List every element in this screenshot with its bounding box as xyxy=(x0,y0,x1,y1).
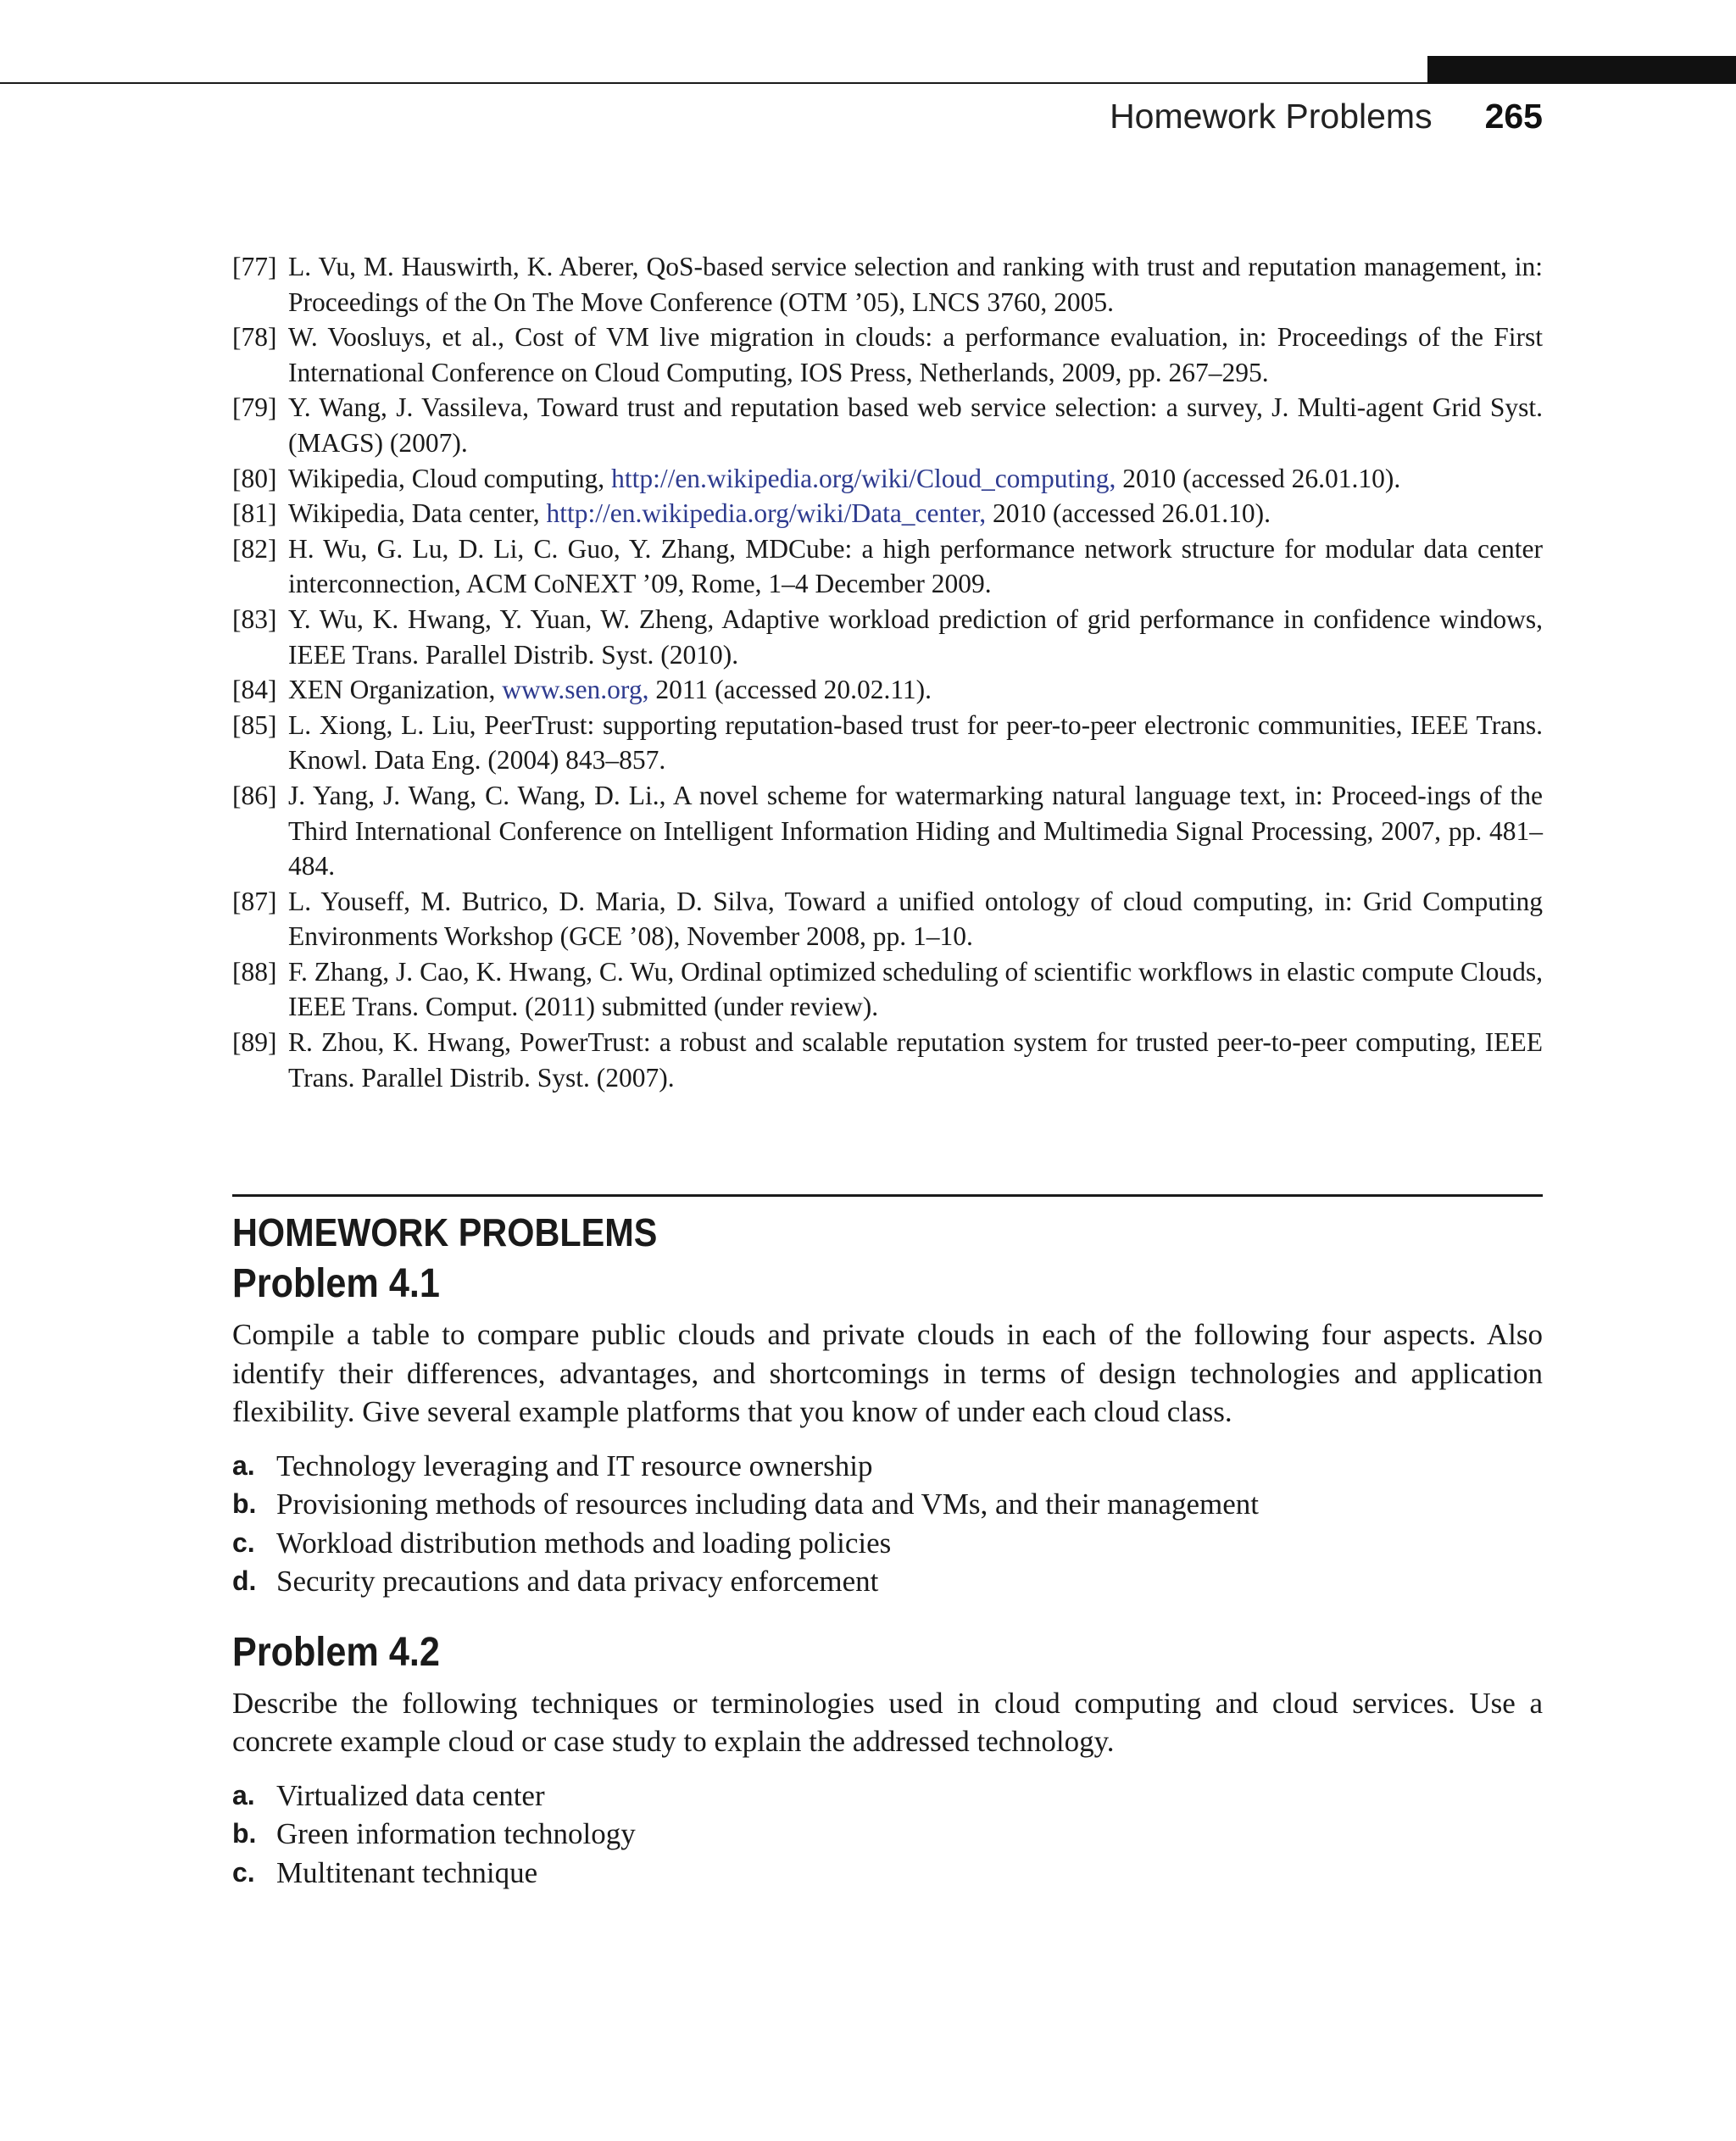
list-item xyxy=(232,1777,1543,1816)
reference-number: [85] xyxy=(232,709,277,740)
reference-item xyxy=(232,708,1543,778)
homework-section xyxy=(232,1202,1543,1892)
reference-text: Y. Wu, K. Hwang, Y. Yuan, W. Zheng, Adaptive workload prediction of grid performance in confidence windows, IEEE Trans. Parallel Distrib. Syst. (2010). xyxy=(288,603,1543,670)
problem-item-list xyxy=(232,1447,1543,1601)
reference-item xyxy=(232,496,1543,531)
reference-item xyxy=(232,461,1543,497)
section-title: HOMEWORK PROBLEMS xyxy=(232,1210,658,1254)
reference-link[interactable]: http://en.wikipedia.org/wiki/Cloud_computing, xyxy=(611,463,1116,493)
reference-text: L. Vu, M. Hauswirth, K. Aberer, QoS-based service selection and ranking with trust and reputation management, in: Proceedings of the On The Move Conference (OTM ’05), LNCS 3760, 2005. xyxy=(288,252,1543,317)
reference-item xyxy=(232,1025,1543,1095)
reference-number: [88] xyxy=(232,956,277,987)
item-letter: b. xyxy=(232,1488,257,1519)
reference-number: [79] xyxy=(232,392,277,423)
item-letter: a. xyxy=(232,1449,255,1481)
running-title: Homework Problems xyxy=(1110,96,1433,136)
reference-text: Wikipedia, Cloud computing, xyxy=(288,463,612,493)
reference-item xyxy=(232,602,1543,672)
reference-text: R. Zhou, K. Hwang, PowerTrust: a robust and scalable reputation system for trusted peer-to-peer computing, IEEE Trans. Parallel Distrib. Syst. (2007). xyxy=(288,1027,1543,1093)
problem-text: Describe the following techniques or terminologies used in cloud computing and cloud services. Use a concrete example cloud or case study to explain the addressed technology. xyxy=(232,1686,1543,1758)
reference-item xyxy=(232,778,1543,884)
reference-item xyxy=(232,390,1543,460)
problem-item-list xyxy=(232,1777,1543,1893)
item-text: Technology leveraging and IT resource ownership xyxy=(276,1449,873,1482)
section-rule xyxy=(232,1194,1543,1197)
list-item xyxy=(232,1815,1543,1854)
running-head xyxy=(1110,95,1543,137)
reference-item xyxy=(232,320,1543,390)
reference-text: H. Wu, G. Lu, D. Li, C. Guo, Y. Zhang, MDCube: a high performance network structure for modular data center interconnection, ACM CoNEXT ’09, Rome, 1–4 December 2009. xyxy=(288,533,1543,599)
item-text: Multitenant technique xyxy=(276,1855,538,1889)
reference-item xyxy=(232,884,1543,954)
reference-item xyxy=(232,672,1543,708)
reference-text: L. Youseff, M. Butrico, D. Maria, D. Silva, Toward a unified ontology of cloud computing, in: Grid Computing Environments Workshop (GCE ’08), November 2008, pp. 1–10. xyxy=(288,886,1543,952)
problem-title: Problem 4.2 xyxy=(232,1629,440,1675)
reference-item xyxy=(232,954,1543,1025)
item-letter: c. xyxy=(232,1856,255,1888)
reference-number: [78] xyxy=(232,322,277,353)
page-number: 265 xyxy=(1484,96,1543,136)
reference-number: [77] xyxy=(232,252,277,281)
reference-link[interactable]: http://en.wikipedia.org/wiki/Data_center, xyxy=(546,498,987,529)
list-item xyxy=(232,1485,1543,1524)
reference-text: 2010 (accessed 26.01.10). xyxy=(1116,463,1401,493)
list-item xyxy=(232,1854,1543,1893)
list-item xyxy=(232,1447,1543,1486)
item-text: Workload distribution methods and loading policies xyxy=(276,1526,892,1560)
item-text: Green information technology xyxy=(276,1817,636,1850)
reference-text: 2010 (accessed 26.01.10). xyxy=(986,498,1271,529)
reference-number: [81] xyxy=(232,498,277,529)
reference-number: [89] xyxy=(232,1027,277,1058)
reference-number: [80] xyxy=(232,463,277,493)
reference-number: [87] xyxy=(232,886,277,916)
reference-text: Wikipedia, Data center, xyxy=(288,498,547,529)
reference-number: [84] xyxy=(232,675,277,705)
reference-list xyxy=(232,249,1543,1095)
list-item xyxy=(232,1524,1543,1563)
problem-text: Compile a table to compare public clouds and private clouds in each of the following four aspects. Also identify their differences, advantages, and shortcomings in terms of design technologies and application flexibility. Give several example platforms that you know of under each cloud class. xyxy=(232,1318,1543,1428)
item-letter: c. xyxy=(232,1527,255,1558)
reference-text: J. Yang, J. Wang, C. Wang, D. Li., A novel scheme for watermarking natural language text, in: Proceed-ings of the Third International Conference on Intelligent Information Hiding and Multimedia Signal Processing, 2007, pp. 481–484. xyxy=(288,780,1543,881)
reference-item xyxy=(232,531,1543,602)
item-text: Provisioning methods of resources including data and VMs, and their management xyxy=(276,1488,1259,1521)
reference-link[interactable]: www.sen.org, xyxy=(502,675,649,705)
reference-text: F. Zhang, J. Cao, K. Hwang, C. Wu, Ordinal optimized scheduling of scientific workflows in elastic compute Clouds, IEEE Trans. Comput. (2011) submitted (under review). xyxy=(288,956,1543,1022)
reference-text: L. Xiong, L. Liu, PeerTrust: supporting reputation-based trust for peer-to-peer electronic communities, IEEE Trans. Knowl. Data Eng. (2004) 843–857. xyxy=(288,709,1543,776)
reference-number: [83] xyxy=(232,603,277,634)
list-item xyxy=(232,1562,1543,1601)
item-letter: b. xyxy=(232,1818,257,1849)
item-letter: a. xyxy=(232,1779,255,1810)
reference-number: [86] xyxy=(232,780,277,810)
reference-text: XEN Organization, xyxy=(288,675,503,705)
reference-number: [82] xyxy=(232,533,277,564)
reference-item xyxy=(232,249,1543,320)
reference-text: Y. Wang, J. Vassileva, Toward trust and reputation based web service selection: a survey, J. Multi-agent Grid Syst. (MAGS) (2007). xyxy=(288,392,1543,458)
item-text: Security precautions and data privacy enforcement xyxy=(276,1565,879,1598)
item-text: Virtualized data center xyxy=(276,1778,545,1812)
header-tab-bar xyxy=(1427,56,1736,84)
problem-title: Problem 4.1 xyxy=(232,1261,440,1306)
item-letter: d. xyxy=(232,1565,257,1596)
reference-text: W. Voosluys, et al., Cost of VM live migration in clouds: a performance evaluation, in: Proceedings of the First International Conference on Cloud Computing, IOS Press, Netherlands, 2009, pp. 267–295. xyxy=(288,322,1543,387)
reference-text: 2011 (accessed 20.02.11). xyxy=(648,675,932,705)
